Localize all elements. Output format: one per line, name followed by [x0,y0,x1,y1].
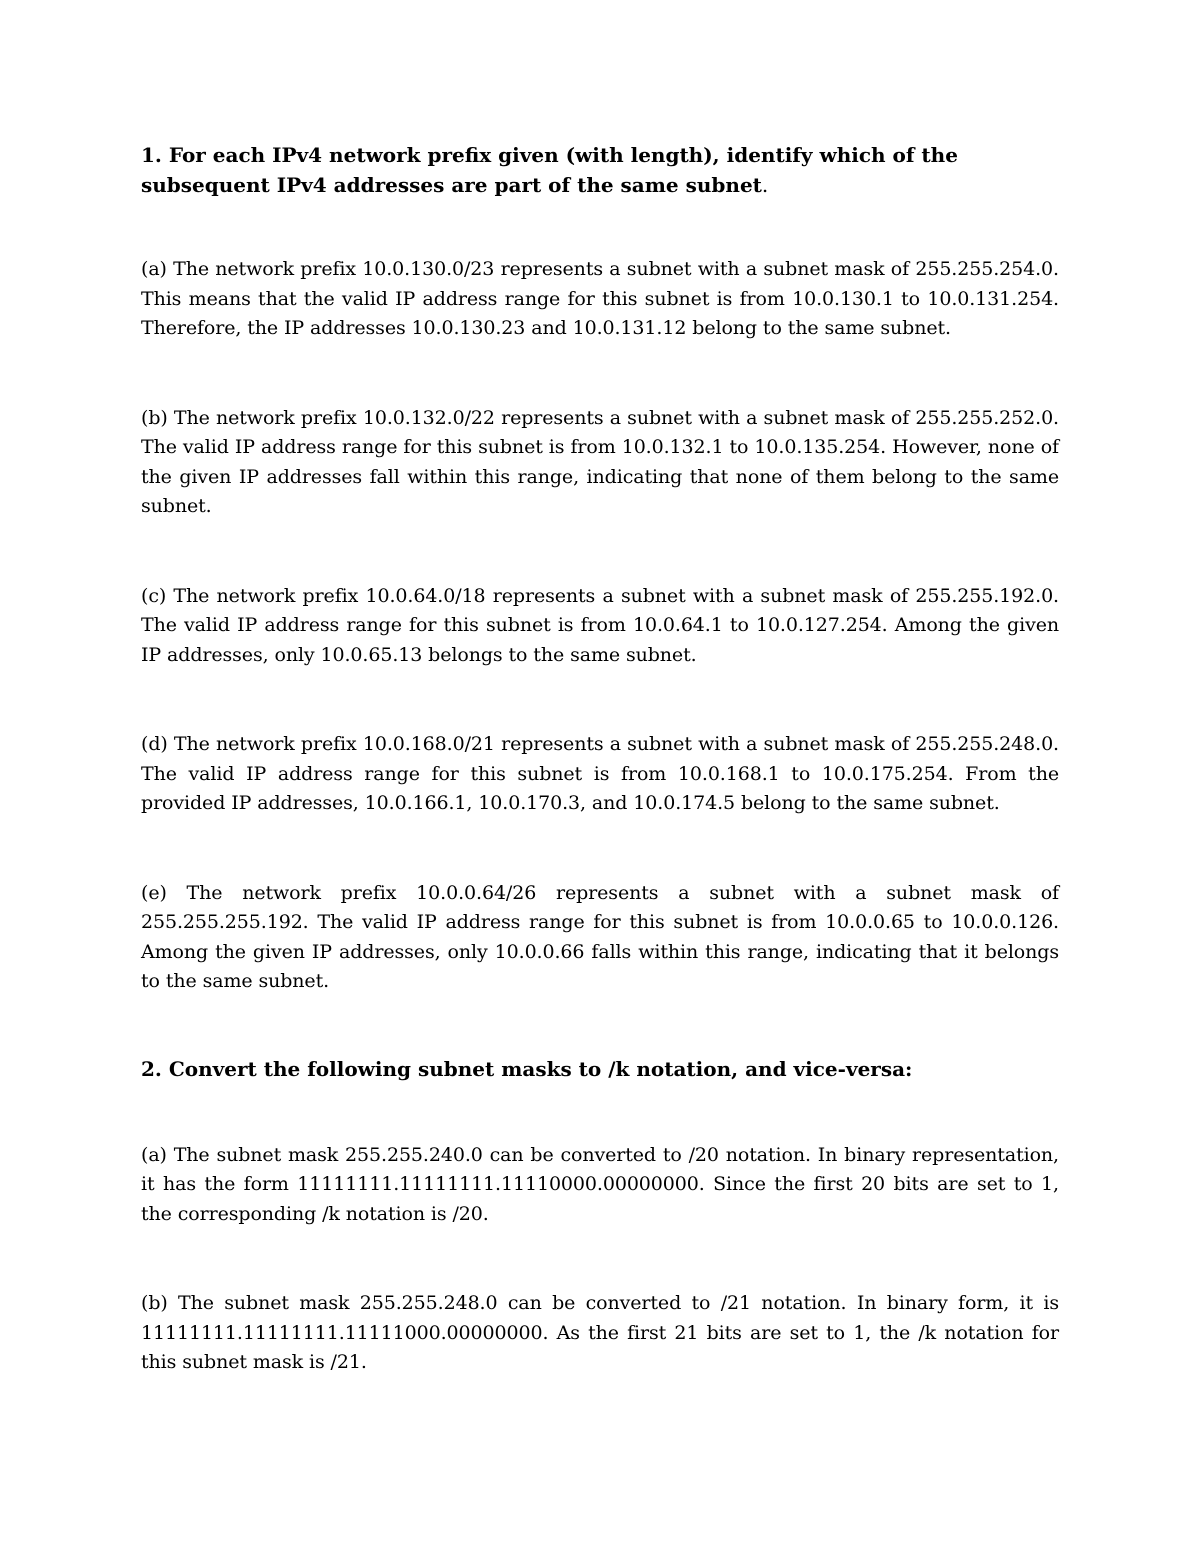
answer-2b: (b) The subnet mask 255.255.248.0 can be converted to /21 notation. In binary form, it is 11111111.11111111.11111000.00000000. As the first 21 bits are set to 1, the /k notation for this subnet mask is /21. [141,1292,1059,1373]
answer-1a: (a) The network prefix 10.0.130.0/23 represents a subnet with a subnet mask of 255.255.254.0. This means that the valid IP address range for this subnet is from 10.0.130.1 to 10.0.131.254. Therefore, the IP addresses 10.0.130.23 and 10.0.131.12 belong to the same subnet. [141,258,1059,339]
question-2-heading: 2. Convert the following subnet masks to /k notation, and vice-versa: [141,1056,913,1081]
document-content [141,140,1059,1378]
question-1-heading [141,140,1059,200]
answer-1c: (c) The network prefix 10.0.64.0/18 represents a subnet with a subnet mask of 255.255.192.0. The valid IP address range for this subnet is from 10.0.64.1 to 10.0.127.254. Among the given IP addresses, only 10.0.65.13 belongs to the same subnet. [141,584,1059,666]
answer-2a: (a) The subnet mask 255.255.240.0 can be converted to /20 notation. In binary representation, it has the form 11111111.11111111.11110000.00000000. Since the first 20 bits are set to 1, the corresponding /k notation is /20. [141,1143,1059,1225]
question-1-heading-text: 1. For each IPv4 network prefix given (with length), identify which of the subsequent IPv4 addresses are part of the same subnet [141,143,958,197]
answer-1e: (e) The network prefix 10.0.0.64/26 represents a subnet with a subnet mask of 255.255.255.192. The valid IP address range for this subnet is from 10.0.0.65 to 10.0.0.126. Among the given IP addresses, only 10.0.0.66 falls within this range, indicating that it belongs to the same subnet. [141,881,1059,992]
answer-1d: (d) The network prefix 10.0.168.0/21 represents a subnet with a subnet mask of 255.255.248.0. The valid IP address range for this subnet is from 10.0.168.1 to 10.0.175.254. From the provided IP addresses, 10.0.166.1, 10.0.170.3, and 10.0.174.5 belong to the same subnet. [141,733,1059,814]
question-1-heading-period: . [761,173,769,197]
answer-1b: (b) The network prefix 10.0.132.0/22 represents a subnet with a subnet mask of 255.255.252.0. The valid IP address range for this subnet is from 10.0.132.1 to 10.0.135.254. However, none of the given IP addresses fall within this range, indicating that none of them belong to the same subnet. [141,406,1059,517]
